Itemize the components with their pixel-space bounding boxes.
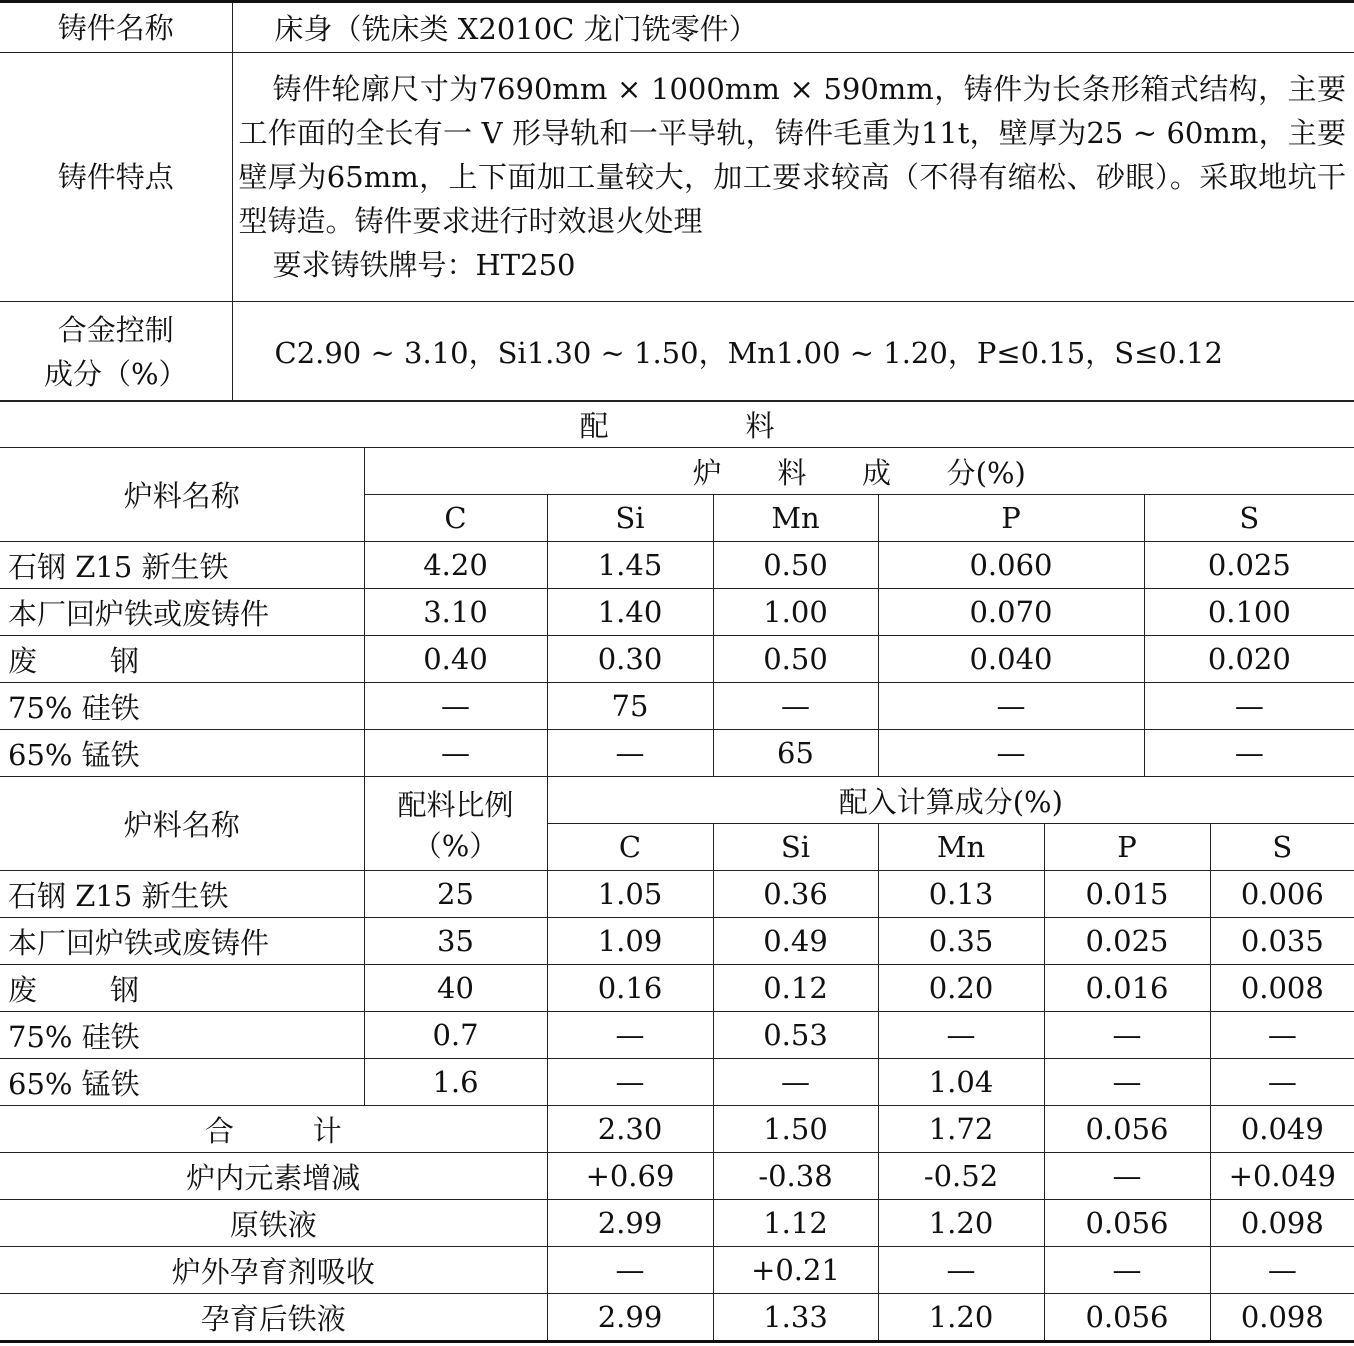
calc-mn: — (878, 1012, 1044, 1059)
summary-c: 2.30 (547, 1106, 713, 1153)
material-row (0, 730, 1354, 777)
material-c: — (364, 683, 547, 730)
summary-mn: -0.52 (878, 1153, 1044, 1200)
summary-row (0, 1200, 1354, 1247)
material-c: 0.40 (364, 636, 547, 683)
element-header-mn: Mn (713, 495, 878, 542)
material-row (0, 683, 1354, 730)
summary-c: +0.69 (547, 1153, 713, 1200)
summary-p: 0.056 (1044, 1200, 1210, 1247)
summary-c: — (547, 1247, 713, 1294)
summary-si: 1.12 (713, 1200, 878, 1247)
summary-p: — (1044, 1153, 1210, 1200)
summary-si: +0.21 (713, 1247, 878, 1294)
calc-ratio: 0.7 (364, 1012, 547, 1059)
calc-p: 0.025 (1044, 918, 1210, 965)
casting-grade-paragraph: 要求铸铁牌号：HT250 (272, 248, 576, 282)
material-mn: 0.50 (713, 636, 878, 683)
calc-c: 1.05 (547, 871, 713, 918)
casting-feature-paragraph: 铸件轮廓尺寸为7690mm × 1000mm × 590mm，铸件为长条形箱式结构，主要工作面的全长有一 V 形导轨和一平导轨，铸件毛重为11t，壁厚为25 ~ 60mm，主要壁厚为65mm，上下面加工量较大，加工要求较高（不得有缩松、砂眼）。采取地坑干型铸造。铸件要求进行时效退火处理 (238, 72, 1346, 238)
alloy-control-label-line2: 成分（%） (43, 356, 188, 391)
material-p: — (878, 683, 1144, 730)
material-name: 废 钢 (0, 636, 364, 683)
element-header-s: S (1144, 495, 1354, 542)
calc-name: 废 钢 (0, 965, 364, 1012)
material-s: 0.020 (1144, 636, 1354, 683)
summary-label: 原铁液 (0, 1200, 547, 1247)
summary-p: — (1044, 1247, 1210, 1294)
calc-ratio: 35 (364, 918, 547, 965)
casting-info-table (0, 0, 1354, 402)
calc-name: 65% 锰铁 (0, 1059, 364, 1106)
summary-s: 0.098 (1210, 1200, 1354, 1247)
calc-header-s: S (1210, 824, 1354, 871)
summary-row (0, 1294, 1354, 1342)
casting-name-label: 铸件名称 (0, 2, 232, 53)
ratio-header-line1: 配料比例 (397, 787, 514, 822)
ratio-header (364, 777, 547, 871)
calc-ratio: 40 (364, 965, 547, 1012)
alloy-control-label-line1: 合金控制 (57, 312, 174, 347)
summary-mn: — (878, 1247, 1044, 1294)
calc-c: — (547, 1059, 713, 1106)
material-c: — (364, 730, 547, 777)
calc-ratio: 1.6 (364, 1059, 547, 1106)
calc-mn: 0.20 (878, 965, 1044, 1012)
calc-name: 石钢 Z15 新生铁 (0, 871, 364, 918)
summary-c: 2.99 (547, 1294, 713, 1342)
calc-s: — (1210, 1012, 1354, 1059)
calc-row (0, 965, 1354, 1012)
ratio-header-line2: （%） (412, 828, 499, 863)
calc-composition-header: 配入计算成分(%) (547, 777, 1354, 824)
batching-title: 配 料 (0, 401, 1354, 448)
material-mn: 1.00 (713, 589, 878, 636)
summary-p: 0.056 (1044, 1106, 1210, 1153)
calc-p: — (1044, 1059, 1210, 1106)
summary-s: +0.049 (1210, 1153, 1354, 1200)
casting-name-value: 床身（铣床类 X2010C 龙门铣零件） (232, 2, 1354, 53)
calc-header-c: C (547, 824, 713, 871)
summary-label: 孕育后铁液 (0, 1294, 547, 1342)
material-name: 65% 锰铁 (0, 730, 364, 777)
element-header-c: C (364, 495, 547, 542)
calc-row (0, 1059, 1354, 1106)
calc-si: 0.36 (713, 871, 878, 918)
calc-name: 75% 硅铁 (0, 1012, 364, 1059)
calc-c: 1.09 (547, 918, 713, 965)
calc-mn: 0.13 (878, 871, 1044, 918)
alloy-control-value: C2.90 ~ 3.10，Si1.30 ~ 1.50，Mn1.00 ~ 1.20，P≤0.15，S≤0.12 (232, 302, 1354, 402)
summary-si: 1.33 (713, 1294, 878, 1342)
material-si: 1.40 (547, 589, 713, 636)
material-p: 0.070 (878, 589, 1144, 636)
calc-row (0, 871, 1354, 918)
calc-c: — (547, 1012, 713, 1059)
material-name: 本厂回炉铁或废铸件 (0, 589, 364, 636)
material-si: 0.30 (547, 636, 713, 683)
material-p: 0.060 (878, 542, 1144, 589)
material-s: 0.100 (1144, 589, 1354, 636)
summary-row (0, 1106, 1354, 1153)
calc-c: 0.16 (547, 965, 713, 1012)
calc-row (0, 1012, 1354, 1059)
calc-s: 0.035 (1210, 918, 1354, 965)
summary-label: 炉外孕育剂吸收 (0, 1247, 547, 1294)
calc-si: 0.12 (713, 965, 878, 1012)
material-row (0, 542, 1354, 589)
summary-label: 合 计 (0, 1106, 547, 1153)
charge-name-header: 炉料名称 (0, 448, 364, 542)
material-name: 石钢 Z15 新生铁 (0, 542, 364, 589)
calc-charge-name-header: 炉料名称 (0, 777, 364, 871)
calc-header-mn: Mn (878, 824, 1044, 871)
calc-si: — (713, 1059, 878, 1106)
summary-row (0, 1247, 1354, 1294)
material-c: 3.10 (364, 589, 547, 636)
material-si: — (547, 730, 713, 777)
summary-mn: 1.20 (878, 1200, 1044, 1247)
material-s: — (1144, 683, 1354, 730)
summary-row (0, 1153, 1354, 1200)
element-header-p: P (878, 495, 1144, 542)
calc-si: 0.49 (713, 918, 878, 965)
material-row (0, 636, 1354, 683)
material-row (0, 589, 1354, 636)
casting-feature-label: 铸件特点 (0, 53, 232, 302)
calc-s: — (1210, 1059, 1354, 1106)
material-mn: 65 (713, 730, 878, 777)
summary-s: — (1210, 1247, 1354, 1294)
material-mn: — (713, 683, 878, 730)
material-p: 0.040 (878, 636, 1144, 683)
calc-si: 0.53 (713, 1012, 878, 1059)
calc-mn: 1.04 (878, 1059, 1044, 1106)
summary-s: 0.049 (1210, 1106, 1354, 1153)
material-s: — (1144, 730, 1354, 777)
calc-s: 0.006 (1210, 871, 1354, 918)
summary-label: 炉内元素增减 (0, 1153, 547, 1200)
material-s: 0.025 (1144, 542, 1354, 589)
calc-p: 0.015 (1044, 871, 1210, 918)
calc-header-si: Si (713, 824, 878, 871)
calc-row (0, 918, 1354, 965)
calc-p: — (1044, 1012, 1210, 1059)
calc-p: 0.016 (1044, 965, 1210, 1012)
casting-feature-text (232, 53, 1354, 302)
alloy-control-label (0, 302, 232, 402)
summary-p: 0.056 (1044, 1294, 1210, 1342)
batching-table (0, 400, 1354, 1343)
material-name: 75% 硅铁 (0, 683, 364, 730)
calc-s: 0.008 (1210, 965, 1354, 1012)
calc-name: 本厂回炉铁或废铸件 (0, 918, 364, 965)
summary-s: 0.098 (1210, 1294, 1354, 1342)
calc-mn: 0.35 (878, 918, 1044, 965)
summary-si: -0.38 (713, 1153, 878, 1200)
calc-ratio: 25 (364, 871, 547, 918)
charge-composition-header: 炉 料 成 分(%) (364, 448, 1354, 495)
summary-si: 1.50 (713, 1106, 878, 1153)
material-si: 1.45 (547, 542, 713, 589)
material-c: 4.20 (364, 542, 547, 589)
summary-c: 2.99 (547, 1200, 713, 1247)
element-header-si: Si (547, 495, 713, 542)
summary-mn: 1.20 (878, 1294, 1044, 1342)
material-p: — (878, 730, 1144, 777)
material-si: 75 (547, 683, 713, 730)
material-mn: 0.50 (713, 542, 878, 589)
summary-mn: 1.72 (878, 1106, 1044, 1153)
calc-header-p: P (1044, 824, 1210, 871)
